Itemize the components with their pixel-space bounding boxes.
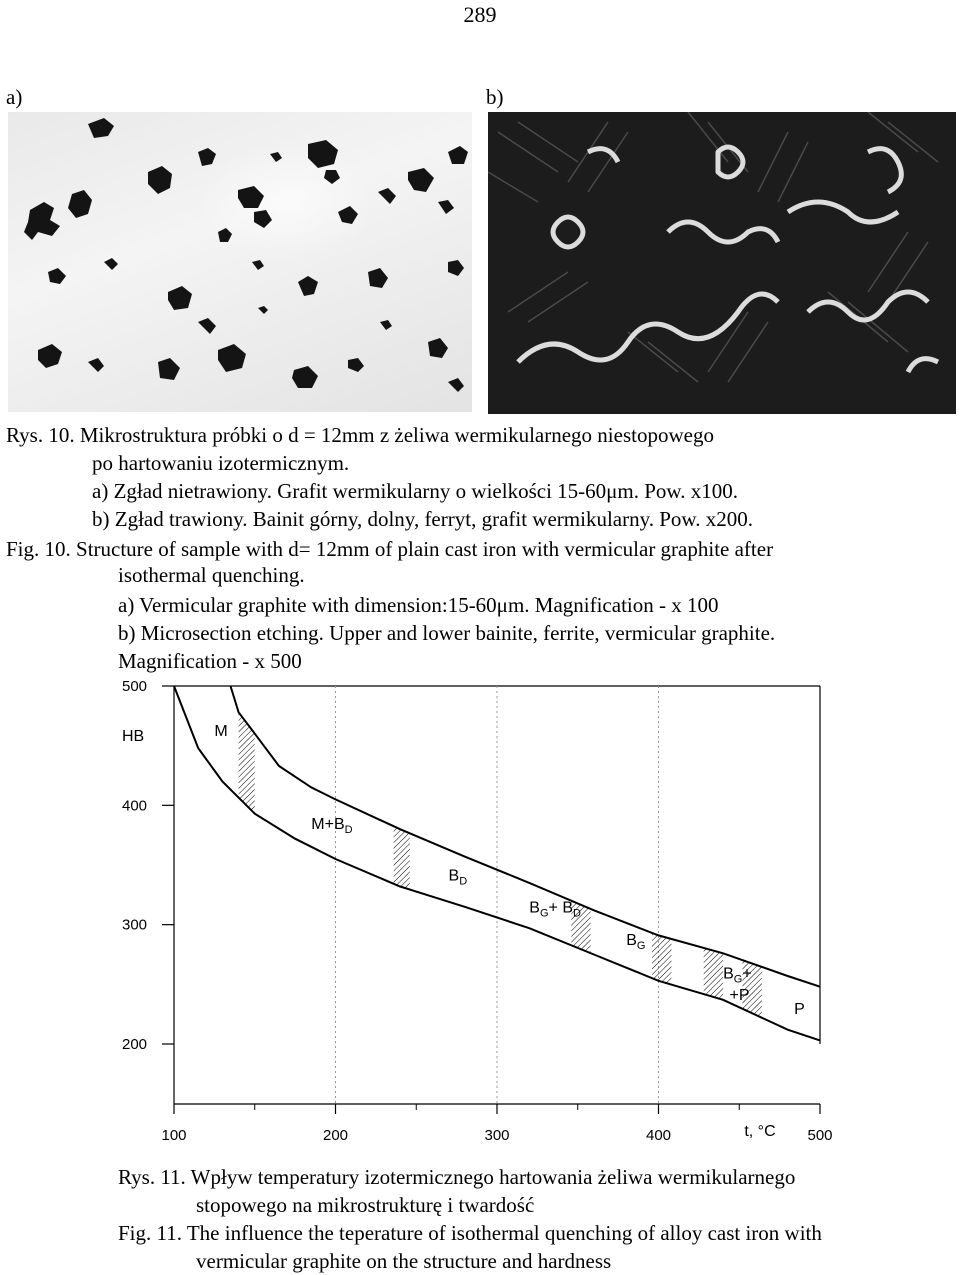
page-number: 289 <box>463 2 497 27</box>
figure-10-label-b: b) <box>486 85 504 109</box>
fig10-caption-en-line-3: a) Vermicular graphite with dimension:15-60μm. Magnification - x 100 <box>118 593 719 617</box>
region-label-5: $B_G$ <box>626 931 646 952</box>
hatched-band-1 <box>239 712 255 813</box>
x-tick-label-300: 300 <box>484 1127 510 1144</box>
region-label-2: $M+B_D$ <box>311 816 353 837</box>
figure-10-label-a: a) <box>6 85 23 109</box>
x-axis-label: t, °C <box>744 1123 776 1140</box>
x-tick-label-500: 500 <box>807 1127 833 1144</box>
fig11-caption-pl-line-1: Rys. 11. Wpływ temperatury izotermicznego hartowania żeliwa wermikularnego <box>118 1165 796 1189</box>
bainite-structure-image <box>488 112 956 414</box>
y-tick-label-400: 400 <box>122 797 148 815</box>
fig11-caption-en-line-2: vermicular graphite on the structure and hardness <box>196 1249 612 1273</box>
hatched-band-4 <box>652 933 671 985</box>
fig10-caption-pl-line-3: a) Zgład nietrawiony. Grafit wermikularny o wielkości 15-60μm. Pow. x100. <box>92 479 738 503</box>
hatched-band-5 <box>704 948 723 1000</box>
fig10-caption-pl-line-4: b) Zgład trawiony. Bainit górny, dolny, ferryt, grafit wermikularny. Pow. x200. <box>92 507 753 531</box>
region-label-1: M <box>214 723 228 741</box>
fig10-caption-en-line-1: Fig. 10. Structure of sample with d= 12mm of plain cast iron with vermicular graphite after <box>6 537 774 561</box>
fig10-caption-en-line-2: isothermal quenching. <box>118 563 305 587</box>
x-tick-label-100: 100 <box>161 1127 187 1144</box>
y-tick-label-200: 200 <box>122 1036 148 1053</box>
graphite-particles-image <box>8 112 472 412</box>
x-tick-label-200: 200 <box>322 1127 349 1144</box>
hardness-curve-upper <box>231 686 821 987</box>
region-label-4: $B_G+ B_D$ <box>529 899 581 920</box>
fig11-caption-pl-line-2: stopowego na mikrostrukturę i twardość <box>196 1193 535 1217</box>
y-tick-label-500: 500 <box>122 678 148 695</box>
region-label-8: P <box>794 1001 805 1019</box>
hardness-temperature-chart <box>0 676 960 1156</box>
y-tick-label-300: 300 <box>122 916 148 934</box>
y-axis-label: HB <box>122 728 145 745</box>
region-label-7: +P <box>729 986 750 1004</box>
x-tick-label-400: 400 <box>645 1127 672 1144</box>
micrograph-a-unetched <box>8 112 472 412</box>
region-label-6: $B_G+$ <box>723 965 752 986</box>
fig10-caption-en-line-4: b) Microsection etching. Upper and lower bainite, ferrite, vermicular graphite. <box>118 621 776 645</box>
fig10-caption-pl-line-1: Rys. 10. Mikrostruktura próbki o d = 12mm z żeliwa wermikularnego niestopowego <box>6 423 714 447</box>
fig11-caption-en-line-1: Fig. 11. The influence the teperature of isothermal quenching of alloy cast iron with <box>118 1221 822 1245</box>
micrograph-b-etched <box>488 112 956 414</box>
region-label-3: $B_D$ <box>448 867 468 888</box>
hatched-band-2 <box>394 826 410 889</box>
fig10-caption-pl-line-2: po hartowaniu izotermicznym. <box>92 451 350 475</box>
fig10-caption-en-line-5: Magnification - x 500 <box>118 649 302 673</box>
